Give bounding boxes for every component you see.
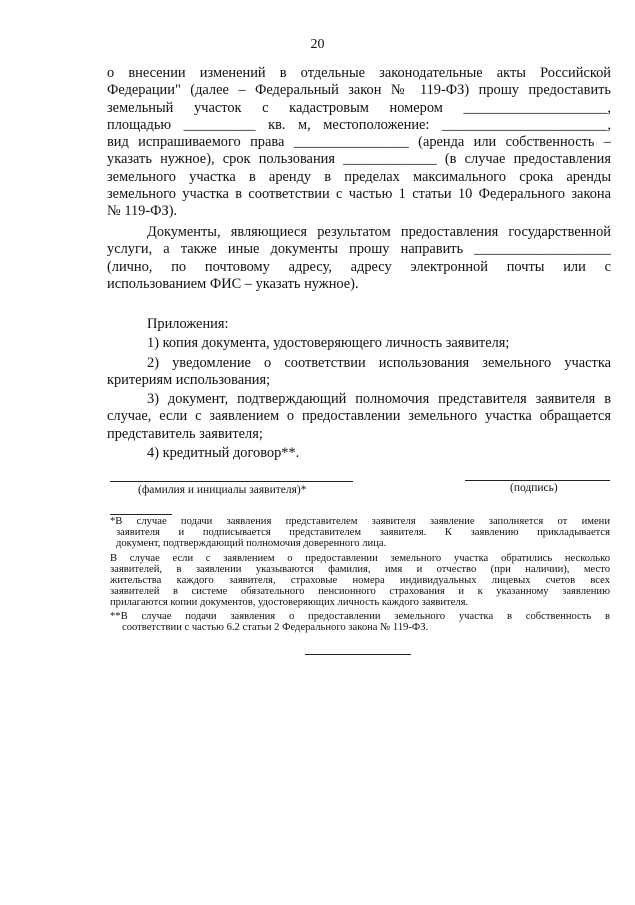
attachment-item-continuation: представитель заявителя; bbox=[107, 425, 263, 442]
attachment-item: 2) уведомление о соответствии использования земельного участка bbox=[147, 354, 611, 371]
intro-paragraph bbox=[107, 65, 611, 221]
text-line: земельный участок с кадастровым номером ____________________, bbox=[107, 99, 611, 116]
page-number: 20 bbox=[310, 37, 325, 52]
name-signature-line bbox=[110, 481, 353, 482]
footnote-line: заявителей, в заявлении указываются фамилия, имя и отчество (при наличии), место bbox=[110, 563, 610, 575]
footnote-line: заявителя и подписывается представителем заявителя. К заявлению прикладывается bbox=[116, 527, 610, 539]
text-line: Документы, являющиеся результатом предоставления государственной bbox=[147, 224, 611, 240]
text-line: (лично, по почтовому адресу, адресу электронной почты или с bbox=[107, 258, 611, 275]
text-line: земельного участка в соответствии с частью 1 статьи 10 Федерального закона bbox=[107, 186, 611, 203]
name-label: (фамилия и инициалы заявителя)* bbox=[138, 484, 307, 496]
text-line: указать нужное), срок пользования _____________ (в случае предоставления bbox=[107, 151, 611, 168]
text-line: Федерации" (далее – Федеральный закон № 119-ФЗ) прошу предоставить bbox=[107, 82, 611, 99]
footnote-line: **В случае подачи заявления о предоставлении земельного участка в собственность в bbox=[110, 610, 610, 622]
documents-paragraph bbox=[107, 224, 611, 293]
text-line: услуги, а также иные документы прошу направить ___________________ bbox=[107, 241, 611, 258]
text-line: земельного участка в аренду в пределах максимального срока аренды bbox=[107, 168, 611, 185]
footnote-line: В случае если с заявлением о предоставлении земельного участка обратились несколько bbox=[110, 552, 610, 564]
text-line: использованием ФИС – указать нужное). bbox=[107, 275, 359, 292]
footnote-line: соответствии с частью 6.2 статьи 2 Федерального закона № 119-ФЗ. bbox=[122, 621, 429, 633]
text-line: вид испрашиваемого права ________________ (аренда или собственность – bbox=[107, 134, 611, 151]
signature-line bbox=[465, 480, 610, 481]
attachments-list bbox=[107, 316, 611, 462]
attachments-heading: Приложения: bbox=[147, 316, 229, 332]
text-line: о внесении изменений в отдельные законодательные акты Российской bbox=[107, 65, 611, 81]
signature-label: (подпись) bbox=[510, 482, 558, 494]
attachment-item: 4) кредитный договор**. bbox=[147, 445, 300, 462]
footnotes bbox=[110, 516, 610, 633]
text-line: площадью __________ кв. м, местоположение: _______________________, bbox=[107, 116, 611, 133]
footnote-line: прилагаются копии документов, удостоверяющих личность каждого заявителя. bbox=[110, 597, 469, 609]
text-line: № 119-ФЗ). bbox=[107, 203, 178, 220]
footnote-line: заявителей в системе обязательного пенсионного страхования и к указанному заявлению bbox=[110, 586, 610, 598]
footnote-line: жительства каждого заявителя, страховые номера индивидуальных лицевых счетов всех bbox=[110, 575, 610, 587]
end-of-document-rule bbox=[305, 654, 411, 655]
footnote-line: *В случае подачи заявления представителем заявителя заявление заполняется от имени bbox=[110, 516, 610, 527]
footnote-line: документ, подтверждающий полномочия доверенного лица. bbox=[116, 538, 387, 550]
attachment-item: 3) документ, подтверждающий полномочия представителя заявителя в bbox=[147, 391, 611, 408]
attachment-item-continuation: критериям использования; bbox=[107, 371, 271, 388]
attachment-item: 1) копия документа, удостоверяющего личность заявителя; bbox=[147, 335, 510, 352]
attachment-item-continuation: случае, если с заявлением о предоставлении земельного участка обращается bbox=[107, 408, 611, 425]
footnote-separator bbox=[110, 514, 172, 515]
